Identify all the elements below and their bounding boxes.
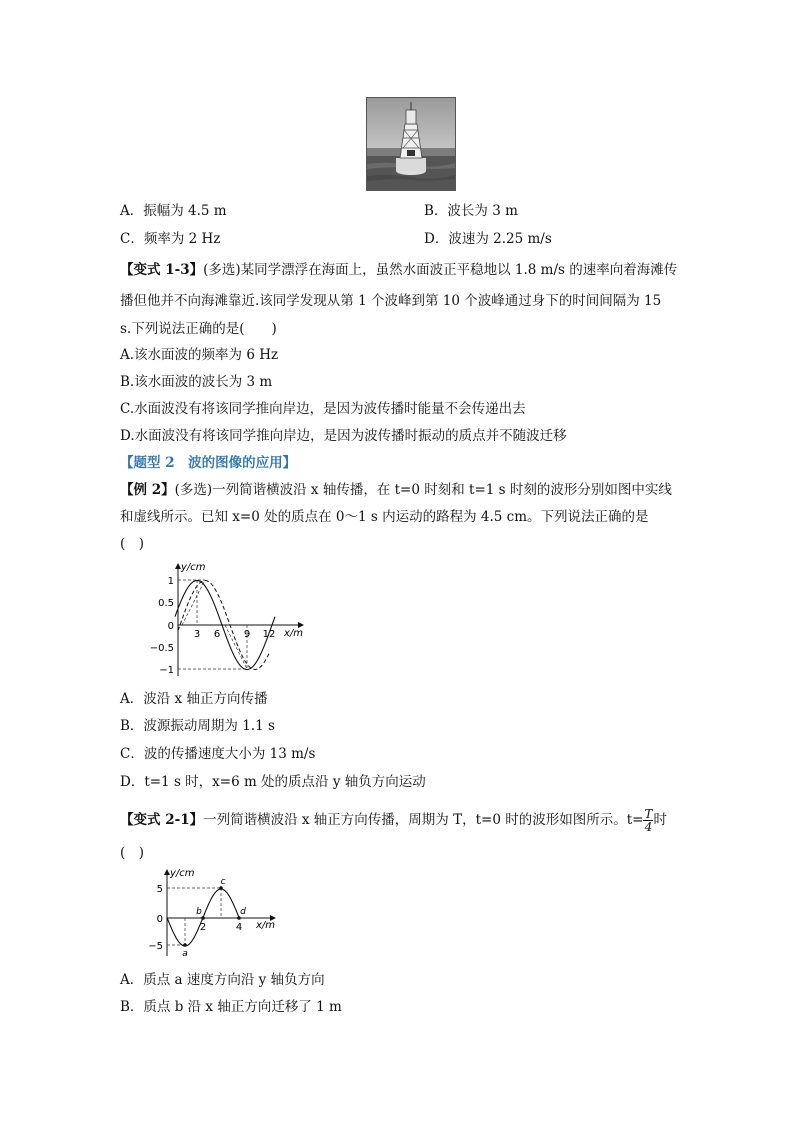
variant-1-3-option-d: D.水面波没有将该同学推向岸边，是因为波传播时振动的质点并不随波迁移 [120,428,567,444]
example-2-tag: 【例 2】 [120,482,175,498]
wave-graph-1 [145,558,310,680]
variant-2-1-tail: 时 [653,812,667,828]
example-2-option-b: B．波源振动周期为 1.1 s [120,718,275,734]
y-tick-0-2: 0 [156,914,163,925]
example-2-line1 [120,481,672,499]
section-heading: 【题型 2 波的图像的应用】 [120,455,297,471]
variant-1-3-option-a: A.该水面波的频率为 6 Hz [120,347,279,363]
fraction-t-over-4: $\frac{T}{4}$ [644,807,653,834]
variant-1-3-tag: 【变式 1-3】 [120,262,204,278]
variant-1-3-text: (多选)某同学漂浮在海面上，虽然水面波正平稳地以 1.8 m/s 的速率向着海滩传 [203,262,678,278]
x-axis-label-2: x/m [256,920,276,931]
x-tick-12: 12 [262,629,276,640]
y-axis-label: y/cm [181,562,206,573]
variant-2-1-option-a: A．质点 a 速度方向沿 y 轴负方向 [120,972,325,988]
y-tick-neg-5: −5 [148,941,163,952]
x-tick-9: 9 [243,629,251,640]
variant-1-3-line3: s.下列说法正确的是( ) [120,321,277,337]
point-d-label: d [240,907,246,917]
q1-option-b: B．波长为 3 m [424,203,518,219]
point-b-label: b [196,907,202,917]
buoy-photo [366,97,456,191]
variant-1-3-option-b: B.该水面波的波长为 3 m [120,374,273,390]
x-tick-4: 4 [235,922,243,933]
x-tick-3: 3 [193,629,201,640]
example-2-line3: ( ) [120,536,145,552]
example-2-text: (多选)一列简谐横波沿 x 轴传播，在 t=0 时刻和 t=1 s 时刻的波形分别如图中实线 [174,482,672,498]
q1-option-c: C．频率为 2 Hz [120,231,221,247]
y-tick-5: 5 [156,884,163,895]
y-tick-1: 1 [167,576,174,587]
y-axis-label-2: y/cm [170,868,195,879]
point-a-label: a [182,949,188,959]
variant-1-3-line2: 播但他并不向海滩靠近.该同学发现从第 1 个波峰到第 10 个波峰通过身下的时间间隔为 15 [120,293,662,309]
variant-2-1-tag: 【变式 2-1】 [120,812,204,828]
variant-2-1-line2: ( ) [120,845,145,861]
variant-1-3-line1 [120,261,677,279]
x-tick-6: 6 [213,629,221,640]
y-tick-neg-0-5: −0.5 [149,643,174,654]
point-a-dot [183,943,187,947]
variant-1-3-option-c: C.水面波没有将该同学推向岸边，是因为波传播时能量不会传递出去 [120,401,526,417]
point-c-label: c [220,877,226,887]
x-tick-2: 2 [199,922,207,933]
q1-option-a: A．振幅为 4.5 m [120,203,227,219]
variant-2-1-option-b: B．质点 b 沿 x 轴正方向迁移了 1 m [120,999,342,1015]
example-2-option-a: A．波沿 x 轴正方向传播 [120,691,268,707]
variant-2-1-text: 一列简谐横波沿 x 轴正方向传播，周期为 T，t=0 时的波形如图所示。t= [203,812,644,828]
variant-2-1-line1 [120,808,667,833]
wave-graph-2 [145,864,280,960]
example-2-option-c: C．波的传播速度大小为 13 m/s [120,746,316,762]
y-tick-neg-1: −1 [159,665,174,676]
example-2-line2: 和虚线所示。已知 x=0 处的质点在 0～1 s 内运动的路程为 4.5 cm。下列说法正确的是 [120,509,649,525]
q1-option-d: D．波速为 2.25 m/s [424,231,552,247]
x-axis-label: x/m [284,628,304,639]
example-2-option-d: D．t=1 s 时，x=6 m 处的质点沿 y 轴负方向运动 [120,774,426,790]
y-tick-0-5: 0.5 [158,598,174,609]
y-tick-0: 0 [167,621,174,632]
